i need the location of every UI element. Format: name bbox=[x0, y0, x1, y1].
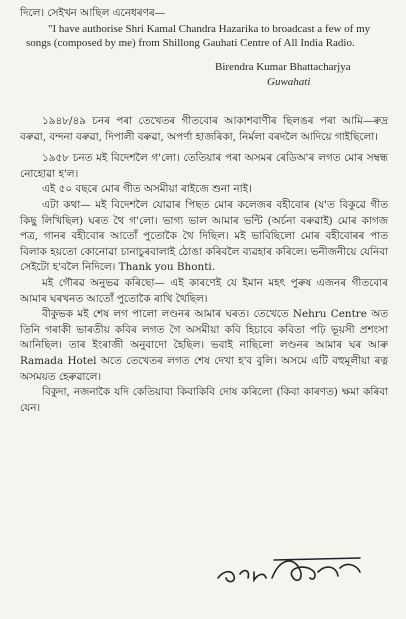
paragraph-6: বীকুভক মই শেষ লগ পালো লণ্ডনৰ আমাৰ ঘৰত। তেখেতে Nehru Centre অত তিনি গৰাকী ভাৰতীয় কবিৰ লগত গৈ অসমীয়া কবি হিচাবে কবিতা পঢ়ি ভূয়সী প্ৰশংসা আনিছিল। তাৰ ইংৰাজী অনুবাদো হৈছিল। ভবাই নাছিলো লণ্ডনৰ আমাৰ ঘৰ আৰু Ramada Hotel অতে তেখেতৰ লগত শেষ দেখা হ'ব বুলি। অসমে এটি বহুমূলীয়া ৰত্ন অসময়ত হেৰুৱালে। bbox=[20, 308, 388, 383]
paragraph-1: ১৯৪৮/৪৯ চনৰ পৰা তেখেতৰ গীতবোৰ আকাশবাণীৰ ছিলঙৰ পৰা আমি—ৰুদ্ৰ বৰুৱা, বন্দনা বৰুৱা, দিপালী বৰুৱা, অপৰ্ণা হাজৰিকা, নিৰ্মলা বৰদলৈ আদিয়ে গাইছিলো। bbox=[20, 115, 388, 143]
quote-signatory-name: Birendra Kumar Bhattacharjya bbox=[215, 61, 351, 73]
paragraph-3: এই ৫০ বছৰে মোৰ গীত অসমীয়া ৰাইজে শুনা নাই। bbox=[42, 183, 252, 196]
paragraph-7: বিকুদা, নজনাকৈ যদি কেতিয়াবা কিবাকিবি দোষ কৰিলো (কিবা কাৰণত) ক্ষমা কৰিবা যেন। bbox=[20, 386, 388, 414]
english-quote: "I have authorise Shri Kamal Chandra Hazarika to broadcast a few of my songs (composed by me) from Shillong Gauhati Centre of All India Radio. bbox=[26, 22, 371, 49]
handwritten-signature bbox=[214, 548, 364, 592]
paragraph-2: ১৯৫৮ চনত মই বিদেশলৈ গ'লো। তেতিয়াৰ পৰা অসমৰ ৰেডিঅ'ৰ লগত মোৰ সম্বন্ধ নোহোৱা হ'ল। bbox=[20, 152, 388, 180]
paragraph-5: মই গৌৰৱ অনুভৱ কৰিছো— এই কাৰণেই যে ইমান মহৎ পুৰুষ এজনৰ গীতবোৰ আমাৰ ঘৰখনত আতোঁ পুতোকৈ ৰাখি থৈছিল। bbox=[20, 276, 388, 305]
quote-signatory-place: Guwahati bbox=[267, 76, 311, 88]
intro-line: দিলে। সেইখন আছিল এনেধৰণৰ— bbox=[20, 7, 166, 19]
quote-signature-block bbox=[215, 60, 388, 90]
paragraph-4: এটা কথা— মই বিদেশলৈ যোৱাৰ পিছত মোৰ কলেজৰ বহীবোৰ (য'ত বিকুৱে গীত কিছু লিখিছিল) ঘৰত থৈ গ'লো। ভাগ্য ভাল আমাৰ ভন্টি (অৰ্চনা বৰুৱাই) মোৰ কাগজ পত্ৰ, গানৰ বহীবোৰ আতোঁ পুতোকৈ থৈ দিছিল। মই ভাবিছিলো মোৰ বহীবোৰৰ পাত বিলাক হয়তো কোনোৱা চানাচুৰবালাই ঠোঙা কৰিবলৈ ব্যৱহাৰ কৰিলে। ভনীজনীয়ে যেনিবা সেইটো হ'বলৈ নিদিলে। Thank you Bhonti. bbox=[20, 198, 388, 274]
